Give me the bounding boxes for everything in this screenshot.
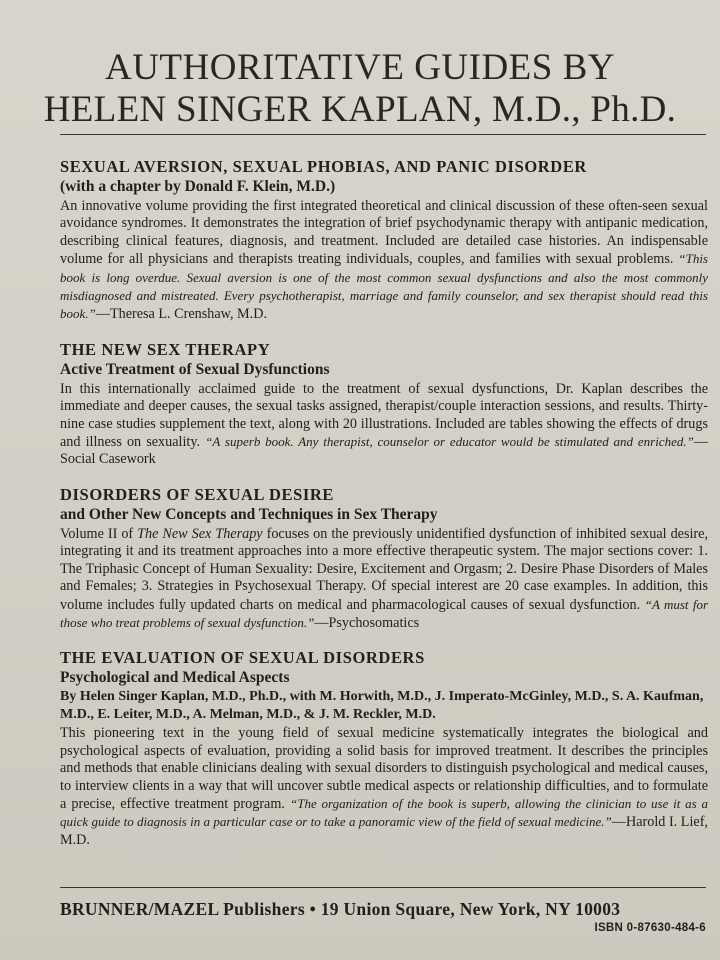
book-title: SEXUAL AVERSION, SEXUAL PHOBIAS, AND PANIC DISORDER (60, 157, 587, 176)
review-quote: “A superb book. Any therapist, counselor or educator would be stimulated and enriched.” (205, 434, 694, 450)
review-quote: “This book is long overdue. Sexual aversion is one of the most common sexual dysfunctions and also the most commonly misdiagnosed and mistreated. Every psychotherapist, marriage and family counselor, and sex therapist should read this book.” (60, 251, 708, 322)
publisher-address: BRUNNER/MAZEL Publishers • 19 Union Square, New York, NY 10003 (60, 899, 621, 919)
top-divider (60, 134, 706, 135)
book-subtitle: and Other New Concepts and Techniques in Sex Therapy (60, 505, 438, 523)
review-source: —Theresa L. Crenshaw, M.D. (95, 306, 268, 323)
review-quote: “The organization of the book is superb, allowing the clinician to use it as a quick guide to diagnosis in a particular case or to take a panoramic view of the field of sexual medicine.” (60, 795, 708, 830)
review-source: —Harold I. Lief, M.D. (60, 814, 708, 848)
description-text: In this internationally acclaimed guide to the treatment of sexual dysfunctions, Dr. Kaplan describes the immediate and deeper causes, the sexual tasks assigned, therapist/couple interaction sessions, and results. Thirty-nine case studies supplement the text, along with 20 illustrations. Included are tables showing the effects of drugs and illness on sexuality. (60, 380, 708, 451)
book-entry (60, 340, 708, 469)
review-source: —Psychosomatics (314, 614, 420, 631)
book-list (60, 157, 708, 865)
bottom-divider (60, 887, 706, 888)
book-description (60, 381, 708, 469)
book-description (60, 725, 708, 849)
book-description (60, 198, 708, 324)
book-title: THE NEW SEX THERAPY (60, 339, 271, 359)
book-description (60, 526, 708, 632)
description-text: focuses on the previously unidentified dysfunction of inhibited sexual desire, integrating it and its treatment approaches into a more effective therapeutic system. The major sections cover: 1. The Triphasic Concept of Human Sexuality: Desire, Excitement and Orgasm; 2. Desire Phase Disorders of Males and Females; 3. Strategies in Psychosexual Therapy. Of special interest are 20 case examples. In addition, this volume includes fully updated charts on medical and pharmacological causes of sexual dysfunction. (60, 525, 708, 613)
isbn: ISBN 0-87630-484-6 (594, 922, 706, 934)
book-entry (60, 157, 708, 324)
header-author-name: HELEN SINGER KAPLAN, M.D., Ph.D. (43, 89, 677, 130)
book-title: THE EVALUATION OF SEXUAL DISORDERS (60, 648, 425, 668)
description-text: This pioneering text in the young field of sexual medicine systematically integrates the biological and psychological aspects of evaluation, providing a solid basis for improved treatment. It describes the principles and methods that enable clinicians dealing with sexual disorders to distinguish psychological and medical causes, to interview clients in a way that will uncover subtle medical aspects or relationship difficulties, and to formulate a precise, effective treatment program. (60, 725, 708, 812)
book-entry (60, 648, 708, 849)
header (0, 0, 720, 130)
review-quote: “A must for those who treat problems of sexual dysfunction.” (60, 596, 709, 630)
review-source: —Social Casework (60, 434, 709, 468)
book-entry (60, 485, 708, 632)
book-subtitle: Psychological and Medical Aspects (60, 669, 290, 687)
book-authors: By Helen Singer Kaplan, M.D., Ph.D., with M. Horwith, M.D., J. Imperato-McGinley, M.D., S. A. Kaufman, M.D., E. Leiter, M.D., A. Melman, M.D., & J. M. Reckler, M.D. (60, 689, 704, 723)
description-italic-title: The New Sex Therapy (137, 525, 263, 542)
description-prefix: Volume II of (60, 525, 138, 542)
header-line-1: AUTHORITATIVE GUIDES BY (104, 47, 616, 88)
footer (60, 898, 706, 934)
book-subtitle: Active Treatment of Sexual Dysfunctions (60, 360, 330, 378)
description-text: An innovative volume providing the first integrated theoretical and clinical discussion of these often-seen sexual avoidance syndromes. It demonstrates the integration of brief psychodynamic therapy with antipanic medication, describing clinical features, diagnosis, and treatment. Included are detailed case histories. An indispensable volume for all physicians and therapists treating individuals, couples, and families with sexual problems. (60, 198, 708, 268)
book-subtitle: (with a chapter by Donald F. Klein, M.D.) (60, 178, 336, 195)
book-title: DISORDERS OF SEXUAL DESIRE (60, 484, 335, 504)
